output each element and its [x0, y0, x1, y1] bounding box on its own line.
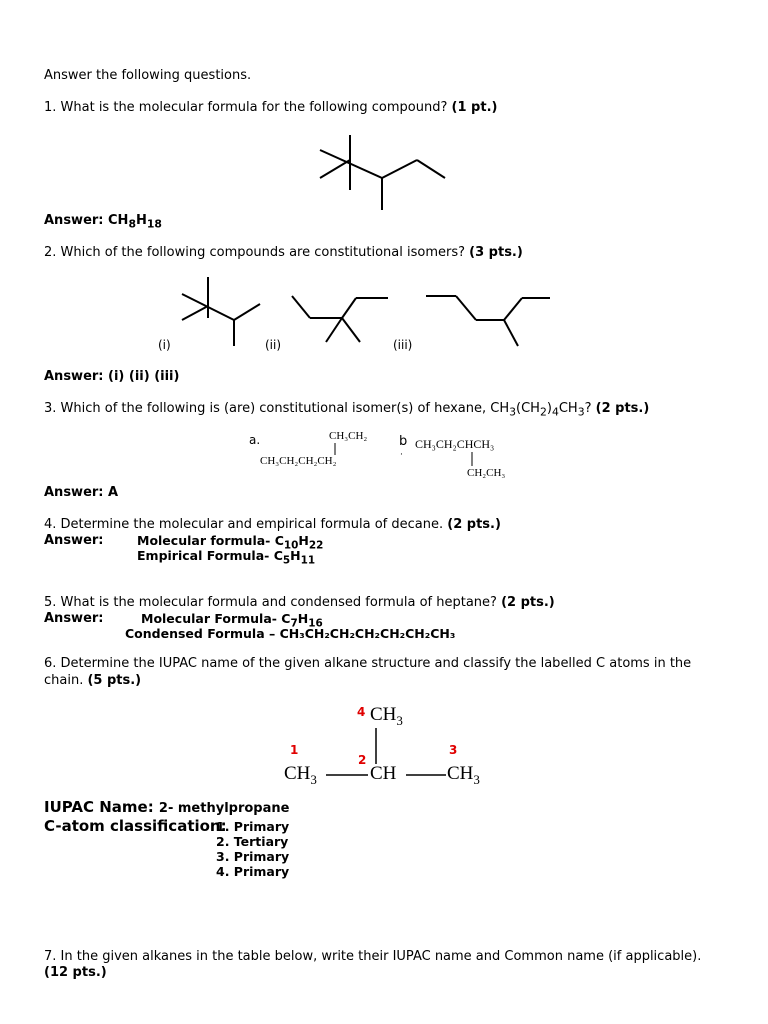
question-2-text: 2. Which of the following compounds are constitutional isomers?: [44, 245, 470, 260]
option-b-main: CH₃CH₂CHCH₃: [415, 437, 495, 451]
option-b-dot: ·: [400, 450, 403, 460]
question-2: [44, 245, 523, 260]
carbon-ch3-left: $CH_3$: [284, 763, 317, 787]
question-3-answer: Answer: A: [44, 485, 119, 500]
carbon-number-3: 3: [449, 743, 458, 757]
question-5-answer-label: Answer:: [44, 611, 104, 626]
option-a-bond: [333, 443, 337, 455]
question-5-condensed: Condensed Formula – CH₃CH₂CH₂CH₂CH₂CH₂CH₃: [125, 626, 456, 641]
option-a-label: a.: [249, 433, 261, 447]
question-7-points: (12 pts.): [44, 965, 107, 980]
question-6-line-2: chain. (5 pts.): [44, 673, 142, 688]
classification-item-4: 4. Primary: [216, 864, 290, 879]
question-3: 3. Which of the following is (are) constitutional isomer(s) of hexane, $CH_3(CH_2)_4CH_3$? (2 pts.): [44, 401, 650, 419]
option-b-label: b: [399, 434, 408, 449]
question-2-answer: Answer: (i) (ii) (iii): [44, 369, 180, 384]
carbon-number-2: 2: [358, 753, 367, 767]
option-a-branch: CH₃CH₂: [329, 430, 368, 442]
classification-item-1: 1. Primary: [216, 819, 290, 834]
bond-left: [326, 773, 368, 777]
question-2-structures: [170, 272, 560, 352]
carbon-number-4: 4: [357, 705, 366, 719]
carbon-ch3-top: $CH_3$: [370, 704, 403, 728]
question-1-answer: Answer: $CH_8H_{18}$: [44, 213, 162, 231]
question-4: 4. Determine the molecular and empirical formula of decane. (2 pts.): [44, 517, 501, 532]
question-1-points: (1 pt.): [451, 100, 498, 115]
question-1: [44, 100, 497, 115]
question-1-structure: [300, 130, 460, 215]
question-4-answer-label: Answer:: [44, 533, 104, 548]
carbon-ch3-right: $CH_3$: [447, 763, 480, 787]
isomer-label-iii: (iii): [393, 338, 413, 352]
question-2-points: (3 pts.): [469, 245, 523, 260]
bond-right: [406, 773, 446, 777]
question-4-molecular: Molecular formula- $C_{10}H_{22}$: [137, 533, 324, 552]
classification-item-2: 2. Tertiary: [216, 834, 289, 849]
isomer-label-i: (i): [158, 338, 171, 352]
classification-label: C-atom classification:: [44, 817, 227, 835]
question-5: 5. What is the molecular formula and condensed formula of heptane? (2 pts.): [44, 595, 555, 610]
option-a-main: CH₃CH₂CH₂CH₂: [260, 455, 337, 467]
carbon-ch-middle: CH: [370, 763, 397, 784]
classification-item-3: 3. Primary: [216, 849, 290, 864]
intro-text: Answer the following questions.: [44, 68, 252, 83]
question-7-text: 7. In the given alkanes in the table below, write their IUPAC name and Common name (if applicable).: [44, 949, 702, 964]
isomer-label-ii: (ii): [265, 338, 282, 352]
option-b-branch: CH₂CH₃: [467, 467, 506, 479]
iupac-name-row: IUPAC Name: 2- methylpropane: [44, 798, 290, 816]
carbon-number-1: 1: [290, 743, 299, 757]
option-b-bond: [470, 452, 474, 466]
question-1-text: 1. What is the molecular formula for the following compound?: [44, 100, 452, 115]
question-5-molecular: Molecular Formula- $C_7H_{16}$: [141, 611, 323, 630]
bond-vertical: [374, 728, 378, 764]
question-6-line-1: 6. Determine the IUPAC name of the given alkane structure and classify the labelled C atoms in the: [44, 656, 692, 671]
question-4-empirical: Empirical Formula- $C_5H_{11}$: [137, 548, 316, 567]
